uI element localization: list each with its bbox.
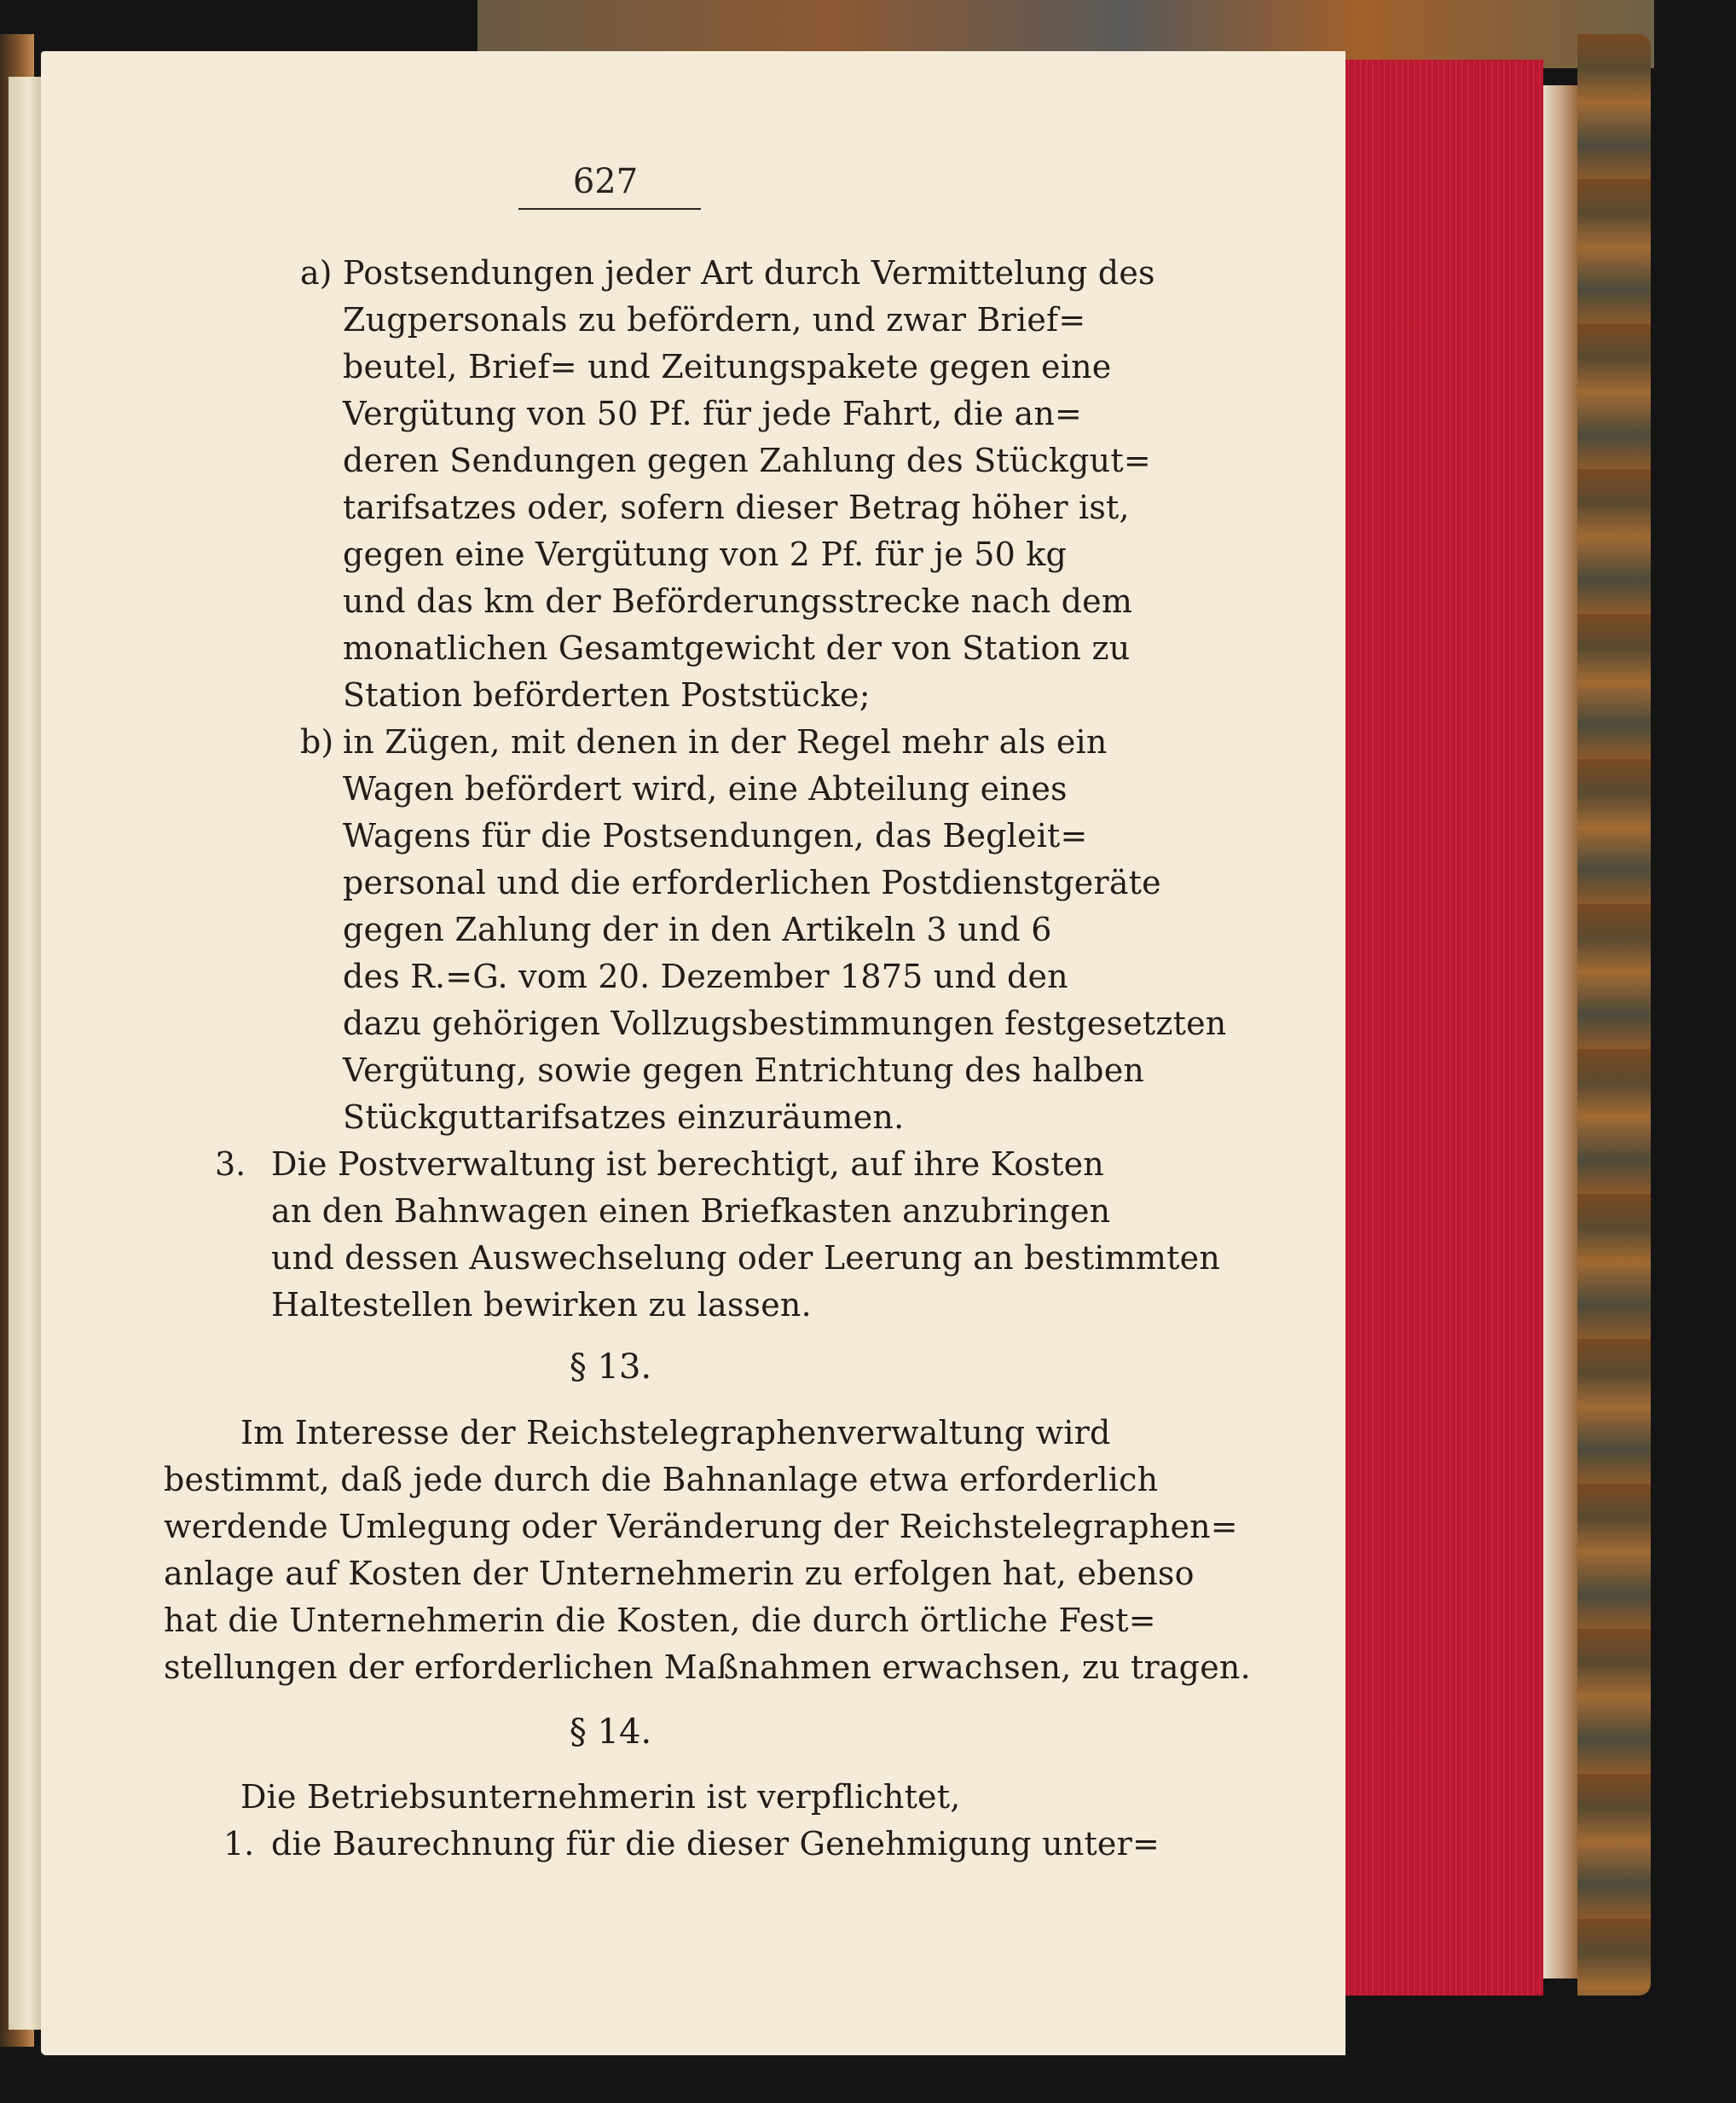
text-line: gegen eine Vergütung von 2 Pf. für je 50 kg <box>343 536 1067 573</box>
text-line: des R.=G. vom 20. Dezember 1875 und den <box>343 958 1068 995</box>
text-line: tarifsatzes oder, sofern dieser Betrag höher ist, <box>343 489 1130 526</box>
text-line: und das km der Beförderungsstrecke nach dem <box>343 582 1133 620</box>
text-line: Wagen befördert wird, eine Abteilung eines <box>343 770 1068 808</box>
text-line: in Zügen, mit denen in der Regel mehr als ein <box>343 723 1108 761</box>
text-line: stellungen der erforderlichen Maßnahmen erwachsen, zu tragen. <box>164 1648 1251 1686</box>
text-line: bestimmt, daß jede durch die Bahnanlage etwa erforderlich <box>164 1461 1159 1498</box>
text-line: deren Sendungen gegen Zahlung des Stückgut= <box>343 442 1151 479</box>
item-label-b: b) <box>300 723 334 761</box>
section-13-heading: § 13. <box>569 1347 652 1387</box>
text-line: Die Betriebsunternehmerin ist verpflichtet, <box>240 1778 961 1816</box>
item-label-3: 3. <box>215 1145 246 1183</box>
text-line: werdende Umlegung oder Veränderung der Reichstelegraphen= <box>164 1508 1238 1545</box>
text-line: Postsendungen jeder Art durch Vermittelung des <box>343 254 1155 292</box>
section-14-heading: § 14. <box>569 1712 652 1752</box>
text-line: hat die Unternehmerin die Kosten, die durch örtliche Fest= <box>164 1602 1156 1639</box>
text-line: und dessen Auswechselung oder Leerung an bestimmten <box>271 1239 1220 1277</box>
text-line: Wagens für die Postsendungen, das Begleit= <box>343 817 1088 855</box>
text-line: beutel, Brief= und Zeitungspakete gegen eine <box>343 348 1112 385</box>
text-line: gegen Zahlung der in den Artikeln 3 und 6 <box>343 911 1052 948</box>
text-line: Im Interesse der Reichstelegraphenverwaltung wird <box>240 1414 1111 1451</box>
text-line: an den Bahnwagen einen Briefkasten anzubringen <box>271 1192 1111 1230</box>
item-label-a: a) <box>300 254 333 292</box>
text-line: Haltestellen bewirken zu lassen. <box>271 1286 812 1324</box>
text-line: Stückguttarifsatzes einzuräumen. <box>343 1098 905 1136</box>
header-rule <box>518 208 701 210</box>
text-line: Zugpersonals zu befördern, und zwar Brief= <box>343 301 1086 339</box>
text-line: anlage auf Kosten der Unternehmerin zu erfolgen hat, ebenso <box>164 1555 1195 1592</box>
item-label-1: 1. <box>223 1825 255 1863</box>
text-line: die Baurechnung für die dieser Genehmigung unter= <box>271 1825 1160 1863</box>
page-number: 627 <box>572 162 639 201</box>
text-line: monatlichen Gesamtgewicht der von Station zu <box>343 629 1131 667</box>
text-line: Vergütung, sowie gegen Entrichtung des halben <box>343 1052 1145 1089</box>
text-line: Vergütung von 50 Pf. für jede Fahrt, die an= <box>343 395 1083 432</box>
text-line: Die Postverwaltung ist berechtigt, auf ihre Kosten <box>271 1145 1104 1183</box>
text-line: Station beförderten Poststücke; <box>343 676 871 714</box>
text-line: dazu gehörigen Vollzugsbestimmungen festgesetzten <box>343 1005 1227 1042</box>
text-line: personal und die erforderlichen Postdienstgeräte <box>343 864 1161 901</box>
